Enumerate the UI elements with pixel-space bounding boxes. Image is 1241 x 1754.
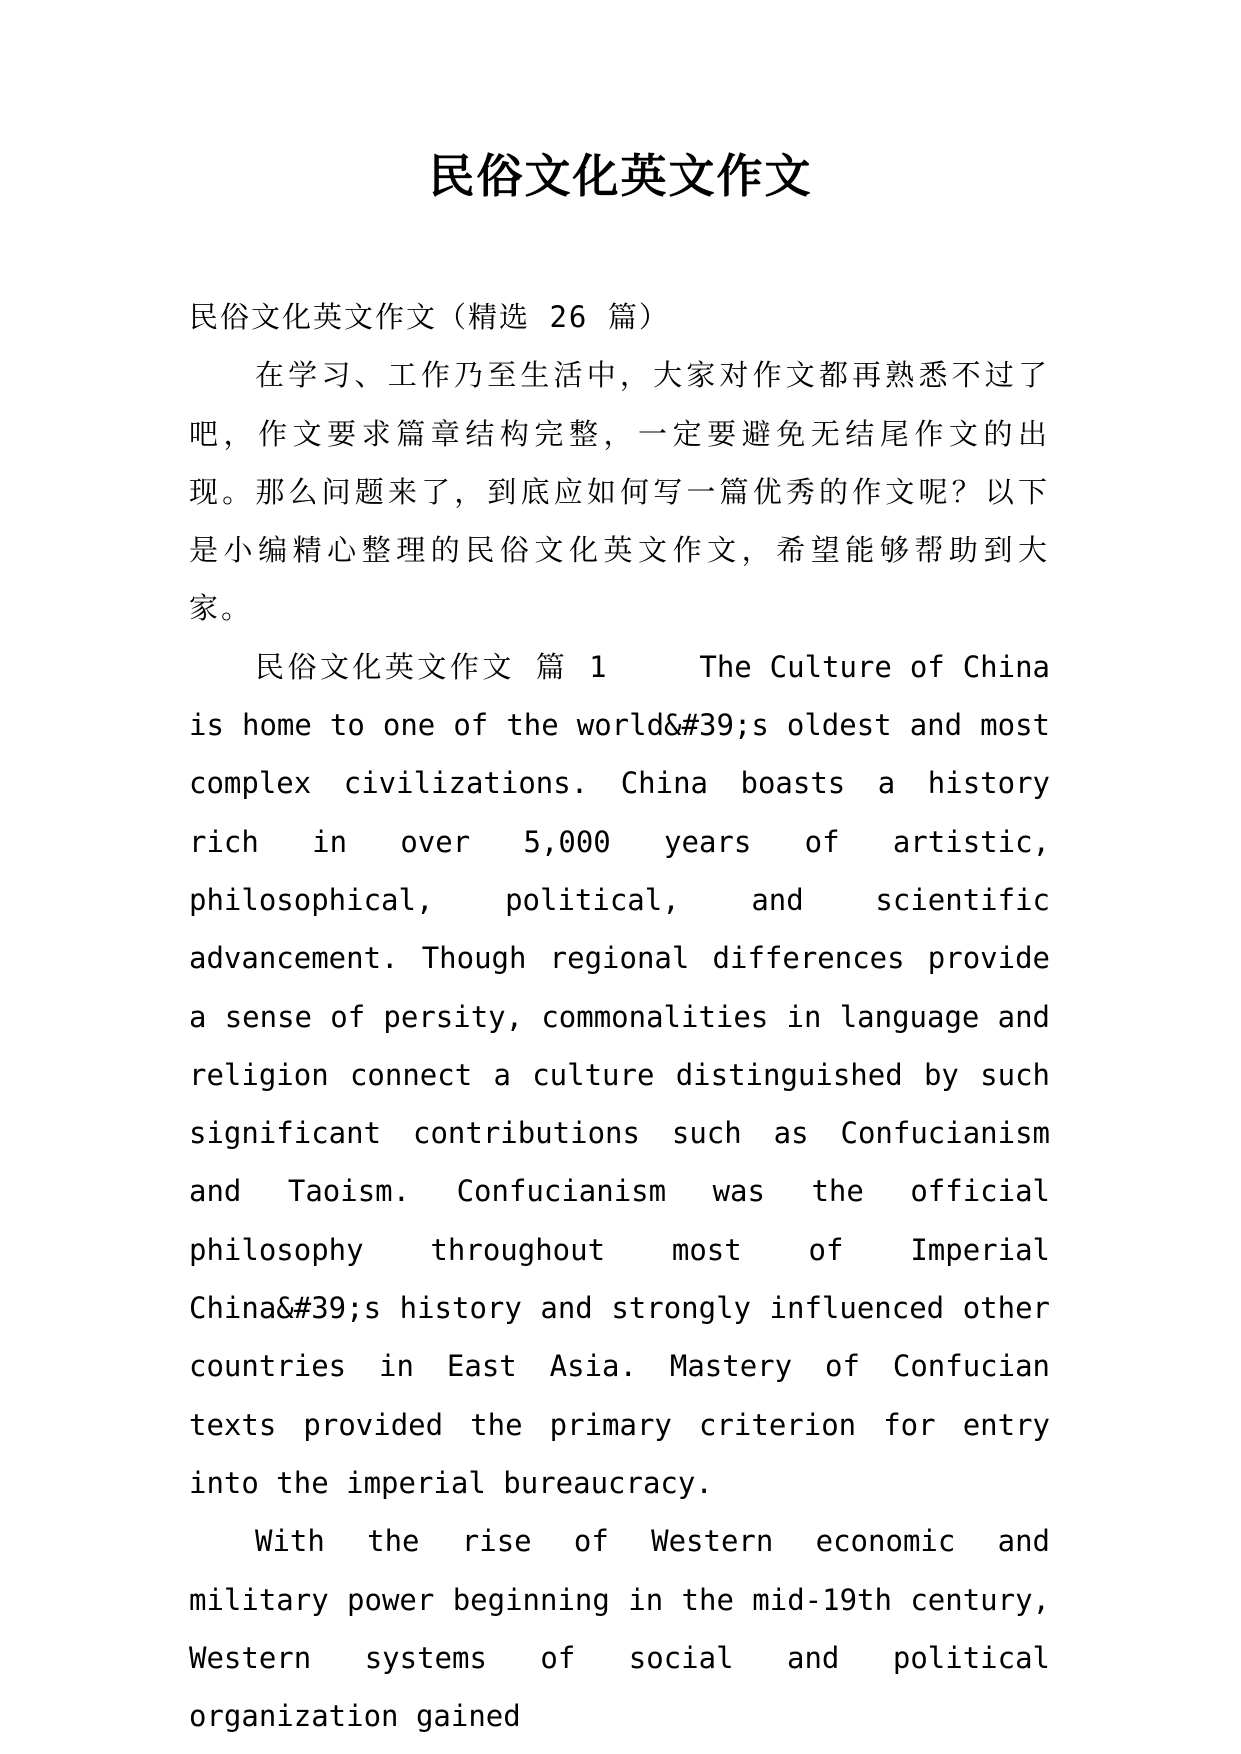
essay-heading: 民俗文化英文作文 篇 1 [255,649,610,684]
essay-paragraph [189,638,1050,1512]
document-body [189,288,1050,1745]
intro-paragraph: 在学习、工作乃至生活中，大家对作文都再熟悉不过了吧，作文要求篇章结构完整，一定要避免无结尾作文的出现。那么问题来了，到底应如何写一篇优秀的作文呢？以下是小编精心整理的民俗文化英文作文，希望能够帮助到大家。 [189,358,1050,626]
document-title: 民俗文化英文作文 [428,149,813,203]
essay-paragraph-continued: With the rise of Western economic and military power beginning in the mid-19th century, Western systems of social and political organization gained [189,1524,1050,1734]
document-subtitle: 民俗文化英文作文（精选 26 篇） [189,300,670,334]
essay-text: The Culture of China is home to one of the world&#39;s oldest and most complex civilizations. China boasts a history rich in over 5,000 years of artistic, philosophical, political, and scientific advancement. Though regional differences provide a sense of persity, commonalities in language and religion connect a culture distinguished by such significant contributions such as Confucianism and Taoism. Confucianism was the official philosophy throughout most of Imperial China&#39;s history and strongly influenced other countries in East Asia. Mastery of Confucian texts provided the primary criterion for entry into the imperial bureaucracy. [189,649,1050,1500]
